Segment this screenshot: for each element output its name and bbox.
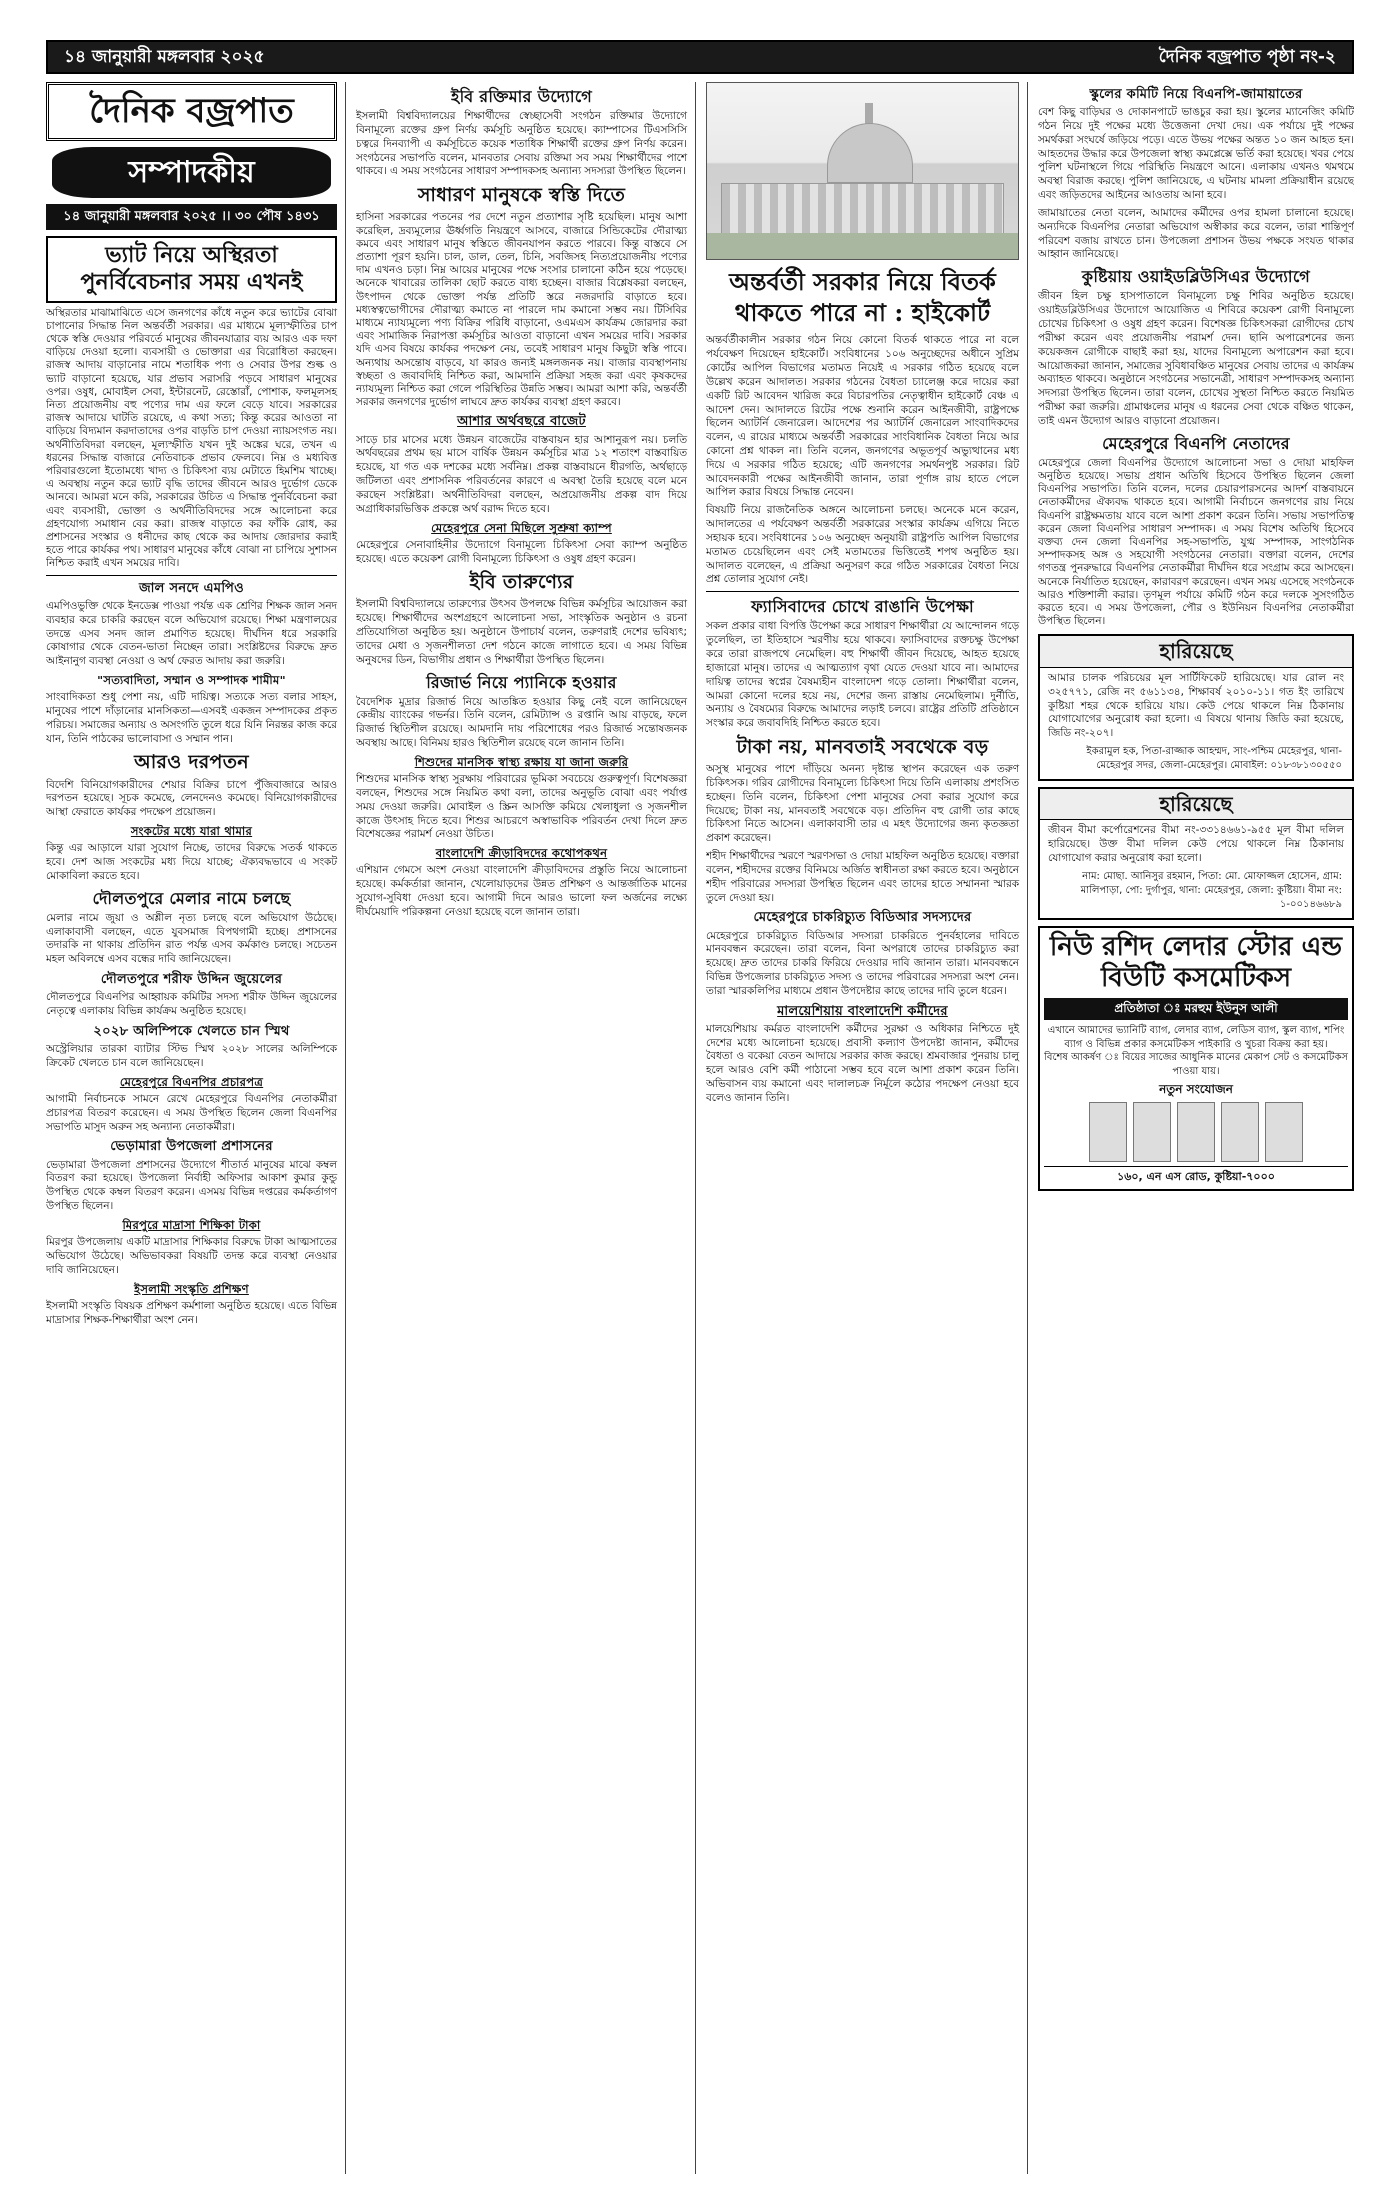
headline: দৌলতপুরে শরীফ উদ্দিন জুয়েলের [100,972,283,988]
ad-address: ১৬০, এন এস রোড, কুষ্টিয়া-৭০০০ [1044,1166,1348,1185]
headline: কুষ্টিয়ায় ওয়াইডব্লিউসিএর উদ্যোগে [1081,267,1311,287]
article-body: এমপিওভুক্তি থেকে ইনডেক্স পাওয়া পর্যন্ত এক শ্রেণির শিক্ষক জাল সনদ ব্যবহার করে চাকরি করছেন বলে অভিযোগ রয়েছে। শিক্ষা মন্ত্রণালয়ের তদন্তে এসব সনদ জাল প্রমাণিত হয়েছে। দীর্ঘদিন ধরে সরকারি কোষাগার থেকে বেতন-ভাতা নিচ্ছেন তারা। সংশ্লিষ্টদের বিরুদ্ধে দ্রুত আইনানুগ ব্যবস্থা নেওয়া ও অর্থ ফেরত আদায় করা জরুরি। [46,599,337,668]
headline: ইবি রক্তিমার উদ্যোগে [451,87,592,106]
headline: মিরপুরে মাদ্রাসা শিক্ষিকা টাকা [122,1217,261,1232]
headline: "সত্যবাদিতা, সম্মান ও সম্পাদক শামীম" [97,672,286,687]
editorial-date: ১৪ জানুয়ারী মঙ্গলবার ২০২৫ ।। ৩০ পৌষ ১৪৩১ [46,204,337,229]
article-body: আগামী নির্বাচনকে সামনে রেখে মেহেরপুরে বিএনপির নেতাকর্মীরা প্রচারপত্র বিতরণ করেছেন। এ সময় উপস্থিত ছিলেন জেলা বিএনপির সভাপতি মাসুদ অরুন সহ অন্যান্য নেতাকর্মীরা। [46,1092,337,1133]
headline: ফ্যাসিবাদের চোখে রাঙানি উপেক্ষা [751,597,974,617]
notice-signature: ইকরামুল হক, পিতা-রাজ্জাক আহম্মদ, সাং-পশ্চিম মেহেরপুর, থানা-মেহেরপুর সদর, জেলা-মেহেরপুর। মোবাইল: ০১৮৩৮১৩০৫৫০ [1086,746,1342,772]
ad-new-addition: নতুন সংযোজন [1159,1082,1233,1097]
ad-special: বিশেষ আকর্ষণ ঃ বিয়ের সাজের আধুনিক মানের মেকাপ সেট ও কসমেটিকস পাওয়া যায়। [1044,1052,1348,1077]
article-body: মেহেরপুরে চাকরিচ্যুত বিডিআর সদস্যরা চাকরিতে পুনর্বহালের দাবিতে মানববন্ধন করেছেন। তারা বলেন, বিনা অপরাধে তাদের চাকরিচ্যুত করা হয়েছে। দ্রুত তাদের চাকরি ফিরিয়ে দেওয়ার দাবি জানান তারা। মানববন্ধনে বিভিন্ন উপজেলার চাকরিচ্যুত সদস্য ও তাদের পরিবারের সদস্যরা অংশ নেন। তারা স্মারকলিপির মাধ্যমে প্রধান উপদেষ্টার কাছে তাদের দাবি তুলে ধরেন। [706,929,1019,997]
headline: ভেড়ামারা উপজেলা প্রশাসনের [110,1139,273,1155]
store-advertisement [1038,926,1354,1191]
headline: মেহেরপুরে বিএনপির প্রচারপত্র [119,1074,264,1089]
lost-notice-insurance [1038,787,1354,920]
article-body: ভেড়ামারা উপজেলা প্রশাসনের উদ্যোগে শীতার্ত মানুষের মাঝে কম্বল বিতরণ করা হয়েছে। উপজেলা নির্বাহী অফিসার আকাশ কুমার কুন্ডু উপস্থিত থেকে কম্বল বিতরণ করেন। এসময় বিভিন্ন দপ্তরের কর্মকর্তাগণ উপস্থিত ছিলেন। [46,1158,337,1213]
headline: টাকা নয়, মানবতাই সবথেকে বড় [736,736,989,759]
article-body: অন্তর্বর্তীকালীন সরকার গঠন নিয়ে কোনো বিতর্ক থাকতে পারে না বলে পর্যবেক্ষণ দিয়েছেন হাইকোর্ট। সংবিধানের ১০৬ অনুচ্ছেদের অধীনে সুপ্রিম কোর্টের আপিল বিভাগের মতামত নিয়েই এ সরকার গঠিত হয়েছে বলে উল্লেখ করেন আদালত। সরকার গঠনের বৈধতা চ্যালেঞ্জ করে দায়ের করা একটি রিট আবেদন খারিজ করে বিচারপতির নেতৃত্বাধীন হাইকোর্ট বেঞ্চ এ আদেশ দেন। আদালতে রিটের পক্ষে শুনানি করেন আইনজীবী, রাষ্ট্রপক্ষে ছিলেন অ্যাটর্নি জেনারেল। আদেশের পর অ্যাটর্নি জেনারেল সাংবাদিকদের বলেন, এ রায়ের মাধ্যমে অন্তর্বর্তী সরকারের সাংবিধানিক বৈধতা নিয়ে আর কোনো প্রশ্ন থাকল না। তিনি বলেন, জনগণের অভূতপূর্ব অভ্যুত্থানের মধ্য দিয়ে এ সরকার গঠিত হয়েছে; এটি জনগণের সমর্থনপুষ্ট সরকার। রিট আবেদনকারী পক্ষের আইনজীবী জানান, তারা পূর্ণাঙ্গ রায় হাতে পেলে আপিল করার বিষয়ে সিদ্ধান্ত নেবেন। [706,334,1019,499]
ad-description: এখানে আমাদের ভ্যানিটি ব্যাগ, লেদার ব্যাগ, লেডিস ব্যাগ, স্কুল ব্যাগ, শপিং ব্যাগ ও বিভিন্ন প্রকার কসমেটিকস পাইকারি ও খুচরা বিক্রয় করা হয়। [1047,1025,1345,1050]
headline: মেহেরপুরে সেনা মিছিলে সুশ্রুষা ক্যাম্প [431,520,612,535]
article-body: এশিয়ান গেমসে অংশ নেওয়া বাংলাদেশি ক্রীড়াবিদদের প্রস্তুতি নিয়ে আলোচনা হয়েছে। কর্মকর্তারা জানান, খেলোয়াড়দের উন্নত প্রশিক্ষণ ও আন্তর্জাতিক মানের সুযোগ-সুবিধা দেওয়া হবে। আগামী দিনে আরও ভালো ফল অর্জনের লক্ষ্যে দীর্ঘমেয়াদি পরিকল্পনা নেওয়া হয়েছে বলে জানান তারা। [356,864,687,918]
headline: ২০২৮ অলিম্পিকে খেলতে চান স্মিথ [93,1023,290,1039]
article-body: ইসলামী বিশ্ববিদ্যালয়ে তারুণ্যের উৎসব উপলক্ষে বিভিন্ন কর্মসূচির আয়োজন করা হয়েছে। শিক্ষার্থীদের অংশগ্রহণে আলোচনা সভা, সাংস্কৃতিক অনুষ্ঠান ও রচনা প্রতিযোগিতা অনুষ্ঠিত হয়। অনুষ্ঠানে উপাচার্য বলেন, তরুণরাই দেশের ভবিষ্যৎ; তাদের মেধা ও সৃজনশীলতা দেশ গঠনে কাজে লাগাতে হবে। এ সময় বিভিন্ন অনুষদের ডিন, বিভাগীয় প্রধান ও শিক্ষার্থীরা উপস্থিত ছিলেন। [356,598,687,666]
notice-title: হারিয়েছে [1040,789,1352,820]
ad-founder: প্রতিষ্ঠাতা ঃ মরহুম ইউনুস আলী [1044,998,1348,1020]
column-news-4 [1038,82,1354,2174]
header-page-number: দৈনিক বজ্রপাত পৃষ্ঠা নং-২ [1158,46,1336,67]
product-image [1265,1102,1303,1162]
notice-body: জীবন বীমা কর্পোরেশনের বীমা নং-৩৩১৪৬৬১-৯৫৫ মূল বীমা দলিল হারিয়েছে। উক্ত বীমা দলিল কেউ পেয়ে থাকলে নিম্ন ঠিকানায় যোগাযোগ করার অনুরোধ করা হলো। [1048,824,1344,865]
headline: স্কুলের কমিটি নিয়ে বিএনপি-জামায়াতের [1089,87,1303,102]
article-body: বিষয়টি নিয়ে রাজনৈতিক অঙ্গনে আলোচনা চলছে। অনেকে মনে করেন, আদালতের এ পর্যবেক্ষণ অন্তর্বর্তী সরকারের সংস্কার কার্যক্রম এগিয়ে নিতে সহায়ক হবে। সংবিধানের ১০৬ অনুচ্ছেদ অনুযায়ী রাষ্ট্রপতি আপিল বিভাগের মতামত চেয়েছিলেন এবং সেই মতামতের ভিত্তিতেই শপথ অনুষ্ঠিত হয়। আদালত বলেছেন, এ প্রক্রিয়া অনুসরণ করে গঠিত সরকারের বৈধতা নিয়ে প্রশ্ন তোলার সুযোগ নেই। [706,504,1019,586]
lead-headline: ভ্যাট নিয়ে অস্থিরতা পুনর্বিবেচনার সময় এখনই [46,236,337,303]
article-body: মেহেরপুরে জেলা বিএনপির উদ্যোগে আলোচনা সভা ও দোয়া মাহফিল অনুষ্ঠিত হয়েছে। সভায় প্রধান অতিথি হিসেবে উপস্থিত ছিলেন জেলা বিএনপির সভাপতি। তিনি বলেন, দলের চেয়ারপারসনের আদর্শ বাস্তবায়নে নেতাকর্মীদের ঐক্যবদ্ধ থাকতে হবে। আগামী নির্বাচনে জনগণের রায় নিয়ে বিএনপি রাষ্ট্রক্ষমতায় যাবে বলে আশা প্রকাশ করেন তিনি। সভায় সভাপতিত্ব করেন জেলা বিএনপির সাধারণ সম্পাদক। এ সময় বিশেষ অতিথি হিসেবে বক্তব্য দেন জেলা বিএনপির সহ-সভাপতি, যুগ্ম সম্পাদক, সাংগঠনিক সম্পাদকসহ অঙ্গ ও সহযোগী সংগঠনের নেতারা। বক্তারা বলেন, দেশের গণতন্ত্র পুনরুদ্ধারে বিএনপির নেতাকর্মীরা দীর্ঘদিন ধরে সংগ্রাম করে আসছেন। অনেকে নির্যাতিত হয়েছেন, কারাবরণ করেছেন। এখন সময় এসেছে সংগঠনকে আরও শক্তিশালী করার। তৃণমূল পর্যায়ে কমিটি গঠন করে দলকে সুসংগঠিত করতে হবে। এ সময় উপজেলা, পৌর ও ইউনিয়ন বিএনপির নেতাকর্মীরা উপস্থিত ছিলেন। [1038,456,1354,628]
notice-title: হারিয়েছে [1040,636,1352,667]
article-body: শহীদ শিক্ষার্থীদের স্মরণে স্মরণসভা ও দোয়া মাহফিল অনুষ্ঠিত হয়েছে। বক্তারা বলেন, শহীদদের রক্তের বিনিময়ে অর্জিত স্বাধীনতা রক্ষা করতে হবে। অনুষ্ঠানে শহীদ পরিবারের সদস্যরা উপস্থিত ছিলেন এবং তাদের হাতে সম্মাননা স্মারক তুলে দেওয়া হয়। [706,850,1019,904]
columns [46,82,1354,2174]
headline: রিজার্ভ নিয়ে প্যানিকে হওয়ার [426,672,617,692]
page-header-bar [46,40,1354,74]
notice-body: আমার চালক পরিচয়ের মূল সার্টিফিকেট হারিয়েছে। যার রোল নং ৩২৫৭৭১, রেজি নং ৫৬১১৩৪, শিক্ষাবর্ষ ২০১০-১১। গত ইং তারিখে কুষ্টিয়া শহর থেকে হারিয়ে যায়। কেউ পেয়ে থাকলে নিম্ন ঠিকানায় যোগাযোগের অনুরোধ করা হলো। এ বিষয়ে থানায় জিডি করা হয়েছে, জিডি নং-২০৭। [1048,671,1344,740]
header-date: ১৪ জানুয়ারী মঙ্গলবার ২০২৫ [64,46,265,67]
article-body: বৈদেশিক মুদ্রার রিজার্ভ নিয়ে আতঙ্কিত হওয়ার কিছু নেই বলে জানিয়েছেন কেন্দ্রীয় ব্যাংকের গভর্নর। তিনি বলেন, রেমিট্যান্স ও রপ্তানি আয় বাড়ছে, ফলে রিজার্ভ স্থিতিশীল রয়েছে। আমদানি দায় পরিশোধের পরও রিজার্ভ সন্তোষজনক অবস্থায় আছে। বিনিময় হারও স্থিতিশীল রয়েছে বলে জানান তিনি। [356,695,687,750]
divider [706,591,1019,592]
product-image [1177,1102,1215,1162]
article-body: বিদেশি বিনিয়োগকারীদের শেয়ার বিক্রির চাপে পুঁজিবাজারে আরও দরপতন হয়েছে। সূচক কমেছে, লেনদেনও কমেছে। বিনিয়োগকারীদের আস্থা ফেরাতে কার্যকর পদক্ষেপ প্রয়োজন। [46,778,337,819]
article-body: শিশুদের মানসিক স্বাস্থ্য সুরক্ষায় পরিবারের ভূমিকা সবচেয়ে গুরুত্বপূর্ণ। বিশেষজ্ঞরা বলছেন, শিশুদের সঙ্গে নিয়মিত কথা বলা, তাদের অনুভূতি বোঝা এবং পর্যাপ্ত সময় দেওয়া জরুরি। মোবাইল ও স্ক্রিন আসক্তি কমিয়ে খেলাধুলা ও সৃজনশীল কাজে উৎসাহ দিতে হবে। শিশুর আচরণে অস্বাভাবিক পরিবর্তন দেখা দিলে দ্রুত বিশেষজ্ঞের পরামর্শ নেওয়া উচিত। [356,773,687,841]
headline: আরও দরপতন [134,751,249,774]
article-body: সাড়ে চার মাসের মধ্যে উন্নয়ন বাজেটের বাস্তবায়ন হার আশানুরূপ নয়। চলতি অর্থবছরের প্রথম ছয় মাসে বার্ষিক উন্নয়ন কর্মসূচির মাত্র ১২ শতাংশ বাস্তবায়িত হয়েছে, যা গত এক দশকের মধ্যে সর্বনিম্ন। প্রকল্প বাস্তবায়নে ধীরগতি, অর্থছাড়ে জটিলতা এবং প্রশাসনিক পরিবর্তনের কারণে এ অবস্থা তৈরি হয়েছে বলে মনে করছেন সংশ্লিষ্টরা। অর্থনীতিবিদরা বলছেন, অপ্রয়োজনীয় প্রকল্প বাদ দিয়ে অগ্রাধিকারভিত্তিক প্রকল্পে অর্থ বরাদ্দ দিতে হবে। [356,433,687,515]
product-image [1221,1102,1259,1162]
article-body: দৌলতপুরে বিএনপির আহ্বায়ক কমিটির সদস্য শরীফ উদ্দিন জুয়েলের নেতৃত্বে এলাকায় বিভিন্ন কার্যক্রম অনুষ্ঠিত হয়েছে। [46,991,337,1018]
article-body: সকল প্রকার বাধা বিপত্তি উপেক্ষা করে সাধারণ শিক্ষার্থীরা যে আন্দোলন গড়ে তুলেছিল, তা ইতিহাসে স্মরণীয় হয়ে থাকবে। ফ্যাসিবাদের রক্তচক্ষু উপেক্ষা করে তারা রাজপথে নেমেছিল। বহু শিক্ষার্থী জীবন দিয়েছে, আহত হয়েছে হাজারো মানুষ। তাদের এ আত্মত্যাগ বৃথা যেতে দেওয়া যাবে না। আমাদের দায়িত্ব তাদের স্বপ্নের বৈষম্যহীন বাংলাদেশ গড়ে তোলা। শিক্ষার্থীরা বলেন, আমরা কোনো দলের হয়ে নয়, দেশের জন্য রাস্তায় নেমেছিলাম। দুর্নীতি, অন্যায় ও বৈষম্যের বিরুদ্ধে আমাদের লড়াই চলবে। রাষ্ট্রের প্রতিটি প্রতিষ্ঠানে সংস্কার করে জবাবদিহি নিশ্চিত করতে হবে। [706,620,1019,730]
article-body: মেহেরপুরে সেনাবাহিনীর উদ্যোগে বিনামূল্যে চিকিৎসা সেবা ক্যাম্প অনুষ্ঠিত হয়েছে। এতে কয়েকশ রোগী বিনামূল্যে চিকিৎসা ও ওষুধ গ্রহণ করেন। [356,538,687,565]
column-editorial [46,82,346,2174]
lead-body: অস্থিরতার মাঝামাঝিতে এসে জনগণের কাঁধে নতুন করে ভ্যাটের বোঝা চাপানোর সিদ্ধান্ত নিল অন্তর্বর্তী সরকার। এর মাধ্যমে মূল্যস্ফীতির চাপ থেকে স্বস্তি দেওয়ার পরিবর্তে মানুষের জীবনযাত্রার ব্যয় আরও এক দফা বাড়িয়ে দেওয়া হলো। ব্যবসায়ী ও ভোক্তারা এর বিরোধিতা করছেন। রাজস্ব আদায় বাড়ানোর নামে শতাধিক পণ্য ও সেবার উপর শুল্ক ও ভ্যাট বাড়ানো হয়েছে, যার প্রভাব সরাসরি পড়বে সাধারণ মানুষের ওপর। ওষুধ, মোবাইল সেবা, ইন্টারনেট, রেস্তোরাঁ, পোশাক, ফলমূলসহ নিত্য প্রয়োজনীয় বহু পণ্যের দাম এর ফলে বেড়ে যাবে। সরকারের রাজস্ব আদায়ে ঘাটতি রয়েছে, এ কথা সত্য; কিন্তু করের আওতা না বাড়িয়ে বিদ্যমান করদাতাদের ওপর বাড়তি চাপ দেওয়া ন্যায়সংগত নয়। অর্থনীতিবিদরা বলছেন, মূল্যস্ফীতি যখন দুই অঙ্কের ঘরে, তখন এ ধরনের সিদ্ধান্ত বাজারে নেতিবাচক প্রভাব ফেলবে। নিম্ন ও মধ্যবিত্ত পরিবারগুলো ইতোমধ্যে খাদ্য ও চিকিৎসা ব্যয় মেটাতে হিমশিম খাচ্ছে। এ অবস্থায় নতুন করে ভ্যাট বৃদ্ধি তাদের জীবনে আরও দুর্ভোগ ডেকে আনবে। আমরা মনে করি, সরকারের উচিত এ সিদ্ধান্ত পুনর্বিবেচনা করা এবং ব্যবসায়ী, ভোক্তা ও অর্থনীতিবিদদের সঙ্গে আলোচনা করে গ্রহণযোগ্য সমাধান বের করা। রাজস্ব বাড়াতে কর ফাঁকি রোধ, কর প্রশাসনের সংস্কার ও ধনীদের কাছ থেকে কর আদায় জোরদার করাই হতে পারে কার্যকর পথ। সাধারণ মানুষের কাঁধে বোঝা না চাপিয়ে সুশাসন নিশ্চিত করাই এখন সময়ের দাবি। [46,306,337,570]
editorial-banner: সম্পাদকীয় [52,147,331,199]
article-body: জীবন হিল চক্ষু হাসপাতালে বিনামূল্যে চক্ষু শিবির অনুষ্ঠিত হয়েছে। ওয়াইডব্লিউসিএর উদ্যোগে আয়োজিত এ শিবিরে কয়েকশ রোগী বিনামূল্যে চোখের চিকিৎসা ও ওষুধ গ্রহণ করেন। বিশেষজ্ঞ চিকিৎসকরা রোগীদের চোখ পরীক্ষা করেন এবং প্রয়োজনীয় পরামর্শ দেন। ছানি অপারেশনের জন্য কয়েকজন রোগীকে বাছাই করা হয়, যাদের বিনামূল্যে অপারেশন করা হবে। আয়োজকরা জানান, সমাজের সুবিধাবঞ্চিত মানুষের সেবায় তাদের এ কার্যক্রম অব্যাহত থাকবে। অনুষ্ঠানে সংগঠনের সভানেত্রী, সাধারণ সম্পাদকসহ অন্যান্য সদস্যরা উপস্থিত ছিলেন। তারা বলেন, চোখের সুস্থতা নিশ্চিত করতে নিয়মিত পরীক্ষা করা জরুরি। গ্রামাঞ্চলের মানুষ এ ধরনের সেবা থেকে বঞ্চিত থাকেন, তাই এমন উদ্যোগ আরও বাড়ানো প্রয়োজন। [1038,290,1354,427]
headline: সংকটের মধ্যে যারা থামার [130,824,253,839]
article-body: জামায়াতের নেতা বলেন, আমাদের কর্মীদের ওপর হামলা চালানো হয়েছে। অন্যদিকে বিএনপির নেতারা অভিযোগ অস্বীকার করে বলেন, তারা শান্তিপূর্ণ পরিবেশ বজায় রাখতে চান। উপজেলা প্রশাসন উভয় পক্ষকে সংযত থাকার আহ্বান জানিয়েছে। [1038,206,1354,261]
article-body: বেশ কিছু বাড়িঘর ও দোকানপাটে ভাঙচুর করা হয়। স্কুলের ম্যানেজিং কমিটি গঠন নিয়ে দুই পক্ষের মধ্যে উত্তেজনা দেখা দেয়। এক পর্যায়ে দুই পক্ষের সমর্থকরা সংঘর্ষে জড়িয়ে পড়ে। এতে উভয় পক্ষের অন্তত ১০ জন আহত হন। আহতদের উদ্ধার করে উপজেলা স্বাস্থ্য কমপ্লেক্সে ভর্তি করা হয়েছে। খবর পেয়ে পুলিশ ঘটনাস্থলে গিয়ে পরিস্থিতি নিয়ন্ত্রণে আনে। এলাকায় এখনও থমথমে অবস্থা বিরাজ করছে। পুলিশ জানিয়েছে, এ ঘটনায় মামলা প্রক্রিয়াধীন রয়েছে এবং জড়িতদের আইনের আওতায় আনা হবে। [1038,106,1354,202]
ad-store-name: নিউ রশিদ লেদার স্টোর এন্ড বিউটি কসমেটিকস [1049,932,1343,994]
headline: মেহেরপুরে বিএনপি নেতাদের [1102,433,1290,453]
article-body: মেলার নামে জুয়া ও অশ্লীল নৃত্য চলছে বলে অভিযোগ উঠেছে। এলাকাবাসী বলছেন, এতে যুবসমাজ বিপথগামী হচ্ছে। প্রশাসনের তদারকি না থাকায় প্রতিদিন রাত পর্যন্ত এসব কর্মকাণ্ড চলছে। সচেতন মহল অবিলম্বে এসব বন্ধের দাবি জানিয়েছেন। [46,911,337,966]
product-image [1089,1102,1127,1162]
headline: ইবি তারুণ্যের [469,571,574,594]
product-image [1133,1102,1171,1162]
headline: মালয়েশিয়ায় বাংলাদেশি কর্মীদের [777,1003,948,1019]
lost-notice-certificate [1038,634,1354,781]
headline: শিশুদের মানসিক স্বাস্থ্য রক্ষায় যা জানা জরুরি [414,754,629,769]
article-body: সাংবাদিকতা শুধু পেশা নয়, এটি দায়িত্ব। সত্যকে সত্য বলার সাহস, মানুষের পাশে দাঁড়ানোর মানসিকতা—এসবই একজন সম্পাদকের প্রকৃত পরিচয়। সমাজের অন্যায় ও অসংগতি তুলে ধরে যিনি নিরন্তর কাজ করে যান, তিনি পাঠকের ভালোবাসা ও সম্মান পান। [46,691,337,745]
article-body: অস্ট্রেলিয়ার তারকা ব্যাটার স্টিভ স্মিথ ২০২৮ সালের অলিম্পিকে ক্রিকেট খেলতে চান বলে জানিয়েছেন। [46,1043,337,1069]
divider [46,575,337,576]
article-body: অসুস্থ মানুষের পাশে দাঁড়িয়ে অনন্য দৃষ্টান্ত স্থাপন করেছেন এক তরুণ চিকিৎসক। গরিব রোগীদের বিনামূল্যে চিকিৎসা দিয়ে তিনি এলাকায় প্রশংসিত হচ্ছেন। তিনি বলেন, চিকিৎসা পেশা মানুষের সেবা করার সুযোগ করে দিয়েছে; টাকা নয়, মানবতাই সবথেকে বড়। প্রতিদিন বহু রোগী তার কাছে চিকিৎসা নিতে আসেন। এলাকাবাসী তার এ মহৎ উদ্যোগের জন্য কৃতজ্ঞতা প্রকাশ করেছেন। [706,763,1019,845]
ad-product-images [1044,1102,1348,1162]
article-body: ইসলামী বিশ্ববিদ্যালয়ের শিক্ষার্থীদের স্বেচ্ছাসেবী সংগঠন রক্তিমার উদ্যোগে বিনামূল্যে রক্তের গ্রুপ নির্ণয় কর্মসূচি অনুষ্ঠিত হয়েছে। ক্যাম্পাসের টিএসসিসি চত্বরে দিনব্যাপী এ কর্মসূচিতে কয়েক শতাধিক শিক্ষার্থী রক্তের গ্রুপ নির্ণয় করেন। সংগঠনের সভাপতি বলেন, মানবতার সেবায় রক্তিমা সব সময় শিক্ষার্থীদের পাশে থাকবে। এ সময় সংগঠনের সাধারণ সম্পাদকসহ অন্যান্য সদস্যরা উপস্থিত ছিলেন। [356,110,687,178]
article-body: মালয়েশিয়ায় কর্মরত বাংলাদেশি কর্মীদের সুরক্ষা ও অধিকার নিশ্চিতে দুই দেশের মধ্যে আলোচনা হয়েছে। প্রবাসী কল্যাণ উপদেষ্টা জানান, কর্মীদের বৈধতা ও বকেয়া বেতন আদায়ে সরকার কাজ করছে। শ্রমবাজার পুনরায় চালু হলে আরও বেশি কর্মী পাঠানো সম্ভব হবে বলে আশা প্রকাশ করেন তিনি। অভিবাসন ব্যয় কমানো এবং দালালচক্র নির্মূলে কঠোর পদক্ষেপ নেওয়া হবে বলেও জানান তিনি। [706,1022,1019,1104]
masthead: দৈনিক বজ্রপাত [46,82,337,141]
headline: মেহেরপুরে চাকরিচ্যুত বিডিআর সদস্যদের [753,910,972,926]
article-body: হাসিনা সরকারের পতনের পর দেশে নতুন প্রত্যাশার সৃষ্টি হয়েছিল। মানুষ আশা করেছিল, দ্রব্যমূল্যের ঊর্ধ্বগতি নিয়ন্ত্রণে আসবে, বাজারে সিন্ডিকেটের দৌরাত্ম্য কমবে এবং সাধারণ মানুষ স্বস্তিতে জীবনযাপন করতে পারবে। কিন্তু বাস্তবে সে প্রত্যাশা পূরণ হয়নি। চাল, ডাল, তেল, চিনি, সবজিসহ নিত্যপ্রয়োজনীয় পণ্যের দাম এখনও চড়া। নিম্ন আয়ের মানুষের পক্ষে সংসার চালানো কঠিন হয়ে পড়েছে। অনেকে খাবারের তালিকা ছোট করতে বাধ্য হচ্ছেন। বাজার বিশ্লেষকরা বলছেন, উৎপাদন থেকে ভোক্তা পর্যন্ত প্রতিটি স্তরে নজরদারি বাড়াতে হবে। মধ্যস্বত্বভোগীদের দৌরাত্ম্য কমাতে না পারলে দাম কমানো সম্ভব নয়। টিসিবির মাধ্যমে ন্যায্যমূল্যে পণ্য বিক্রির পরিধি বাড়ানো, ওএমএস কার্যক্রম জোরদার করা এবং সামাজিক নিরাপত্তা কর্মসূচির আওতা বাড়ানো এখন সময়ের দাবি। সরকার যদি এসব বিষয়ে কার্যকর পদক্ষেপ নেয়, তবেই সাধারণ মানুষ কিছুটা স্বস্তি পাবে। অন্যথায় অসন্তোষ বাড়বে, যা কারও জন্যই মঙ্গলজনক নয়। বাজার ব্যবস্থাপনায় স্বচ্ছতা ও জবাবদিহি নিশ্চিত করা, আমদানি প্রক্রিয়া সহজ করা এবং কৃষকদের ন্যায্যমূল্য নিশ্চিত করা গেলে পরিস্থিতির উন্নতি সম্ভব। আমরা আশা করি, অন্তর্বর্তী সরকার জনগণের দুর্ভোগ লাঘবে দ্রুত কার্যকর ব্যবস্থা গ্রহণ করবে। [356,211,687,409]
lead-story-headline: অন্তর্বর্তী সরকার নিয়ে বিতর্ক থাকতে পারে না : হাইকোর্ট [729,267,996,328]
column-lead-story [706,82,1028,2174]
headline: ইসলামী সংস্কৃতি প্রশিক্ষণ [134,1281,249,1296]
notice-signature: নাম: মোছা. আনিসুর রহমান, পিতা: মো. মোফাজ্জল হোসেন, গ্রাম: মালিপাড়া, পো: দুর্গাপুর, থানা: মেহেরপুর, জেলা: কুষ্টিয়া। বীমা নং: ১-০০১৪৬৬৮৯ [1080,871,1342,911]
article-body: কিন্তু এর আড়ালে যারা সুযোগ নিচ্ছে, তাদের বিরুদ্ধে সতর্ক থাকতে হবে। দেশ আজ সংকটের মধ্য দিয়ে যাচ্ছে; ঐক্যবদ্ধভাবে এ সংকট মোকাবিলা করতে হবে। [46,842,337,882]
supreme-court-photo [706,82,1019,260]
headline: সাধারণ মানুষকে স্বস্তি দিতে [417,184,626,207]
headline: আশার অর্থবছরে বাজেট [457,414,586,430]
headline: দৌলতপুরে মেলার নামে চলছে [92,888,291,908]
article-body: ইসলামী সংস্কৃতি বিষয়ক প্রশিক্ষণ কর্মশালা অনুষ্ঠিত হয়েছে। এতে বিভিন্ন মাদ্রাসার শিক্ষক-শিক্ষার্থীরা অংশ নেন। [46,1299,337,1326]
headline: জাল সনদে এমপিও [138,580,245,596]
article-body: মিরপুর উপজেলায় একটি মাদ্রাসার শিক্ষিকার বিরুদ্ধে টাকা আত্মসাতের অভিযোগ উঠেছে। অভিভাবকরা বিষয়টি তদন্ত করে ব্যবস্থা নেওয়ার দাবি জানিয়েছেন। [46,1236,337,1276]
column-news-2 [356,82,696,2174]
headline: বাংলাদেশি ক্রীড়াবিদদের কথোপকথন [435,846,608,861]
